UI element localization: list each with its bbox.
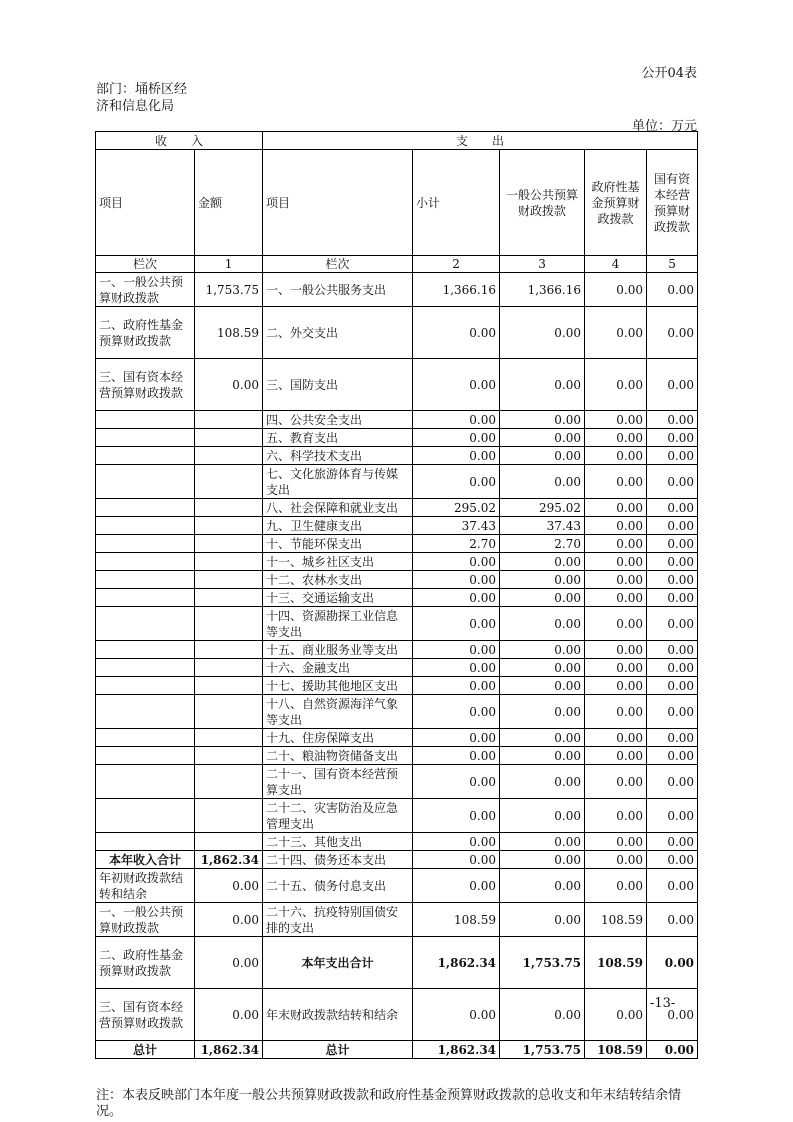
cell-li: 本年收入合计 bbox=[96, 851, 195, 869]
cell-g: 0.00 bbox=[500, 465, 585, 499]
cell-ri: 十四、资源勘探工业信息等支出 bbox=[263, 607, 413, 641]
cell-g: 0.00 bbox=[500, 747, 585, 765]
cell-f: 0.00 bbox=[585, 851, 647, 869]
table-row bbox=[96, 447, 698, 465]
cell-s: 0.00 bbox=[413, 989, 500, 1041]
cell-st: 0.00 bbox=[647, 429, 698, 447]
cell-f: 0.00 bbox=[585, 833, 647, 851]
cell-ri: 本年支出合计 bbox=[263, 937, 413, 989]
cell-la bbox=[195, 517, 263, 535]
cell-la bbox=[195, 535, 263, 553]
cell-f: 0.00 bbox=[585, 359, 647, 411]
cell-la bbox=[195, 607, 263, 641]
cell-f: 108.59 bbox=[585, 903, 647, 937]
table-note: 注：本表反映部门本年度一般公共预算财政拨款和政府性基金预算财政拨款的总收支和年末结转结余情况。 bbox=[96, 1088, 682, 1119]
cell-st: 0.00 bbox=[647, 765, 698, 799]
table-row bbox=[96, 589, 698, 607]
cell-ri: 十六、金融支出 bbox=[263, 659, 413, 677]
cell-g: 0.00 bbox=[500, 989, 585, 1041]
cell-li bbox=[96, 765, 195, 799]
cell-s: 295.02 bbox=[413, 499, 500, 517]
cell-f: 0.00 bbox=[585, 465, 647, 499]
cell-la: 0.00 bbox=[195, 937, 263, 989]
cell-st: 0.00 bbox=[647, 851, 698, 869]
cell-s: 0.00 bbox=[413, 869, 500, 903]
cell-ri: 三、国防支出 bbox=[263, 359, 413, 411]
cell-st: 0.00 bbox=[647, 799, 698, 833]
cell-la bbox=[195, 695, 263, 729]
table-row bbox=[96, 429, 698, 447]
cell-li bbox=[96, 729, 195, 747]
table-row bbox=[96, 869, 698, 903]
cell-f: 0.00 bbox=[585, 677, 647, 695]
cell-la bbox=[195, 465, 263, 499]
cell-f: 0.00 bbox=[585, 641, 647, 659]
cell-s: 0.00 bbox=[413, 465, 500, 499]
cell-la bbox=[195, 499, 263, 517]
table-row bbox=[96, 659, 698, 677]
general-header: 一般公共预算财政拨款 bbox=[500, 150, 585, 256]
cell-ri: 十三、交通运输支出 bbox=[263, 589, 413, 607]
cell-li bbox=[96, 833, 195, 851]
cell-s: 108.59 bbox=[413, 903, 500, 937]
cell-st: 0.00 bbox=[647, 535, 698, 553]
cell-ri: 二十、粮油物资储备支出 bbox=[263, 747, 413, 765]
cell-ri: 二十五、债务付息支出 bbox=[263, 869, 413, 903]
cell-g: 0.00 bbox=[500, 641, 585, 659]
cell-li bbox=[96, 695, 195, 729]
cell-f: 0.00 bbox=[585, 411, 647, 429]
cell-ri: 八、社会保障和就业支出 bbox=[263, 499, 413, 517]
cell-ri: 十一、城乡社区支出 bbox=[263, 553, 413, 571]
table-row bbox=[96, 903, 698, 937]
cell-li: 一、一般公共预算财政拨款 bbox=[96, 903, 195, 937]
cell-li bbox=[96, 589, 195, 607]
cell-ri: 十、节能环保支出 bbox=[263, 535, 413, 553]
table-row bbox=[96, 765, 698, 799]
cell-g: 0.00 bbox=[500, 571, 585, 589]
cell-ri: 十九、住房保障支出 bbox=[263, 729, 413, 747]
table-row bbox=[96, 747, 698, 765]
cell-g: 1,753.75 bbox=[500, 937, 585, 989]
cell-s: 0.00 bbox=[413, 695, 500, 729]
cell-st: 0.00 bbox=[647, 833, 698, 851]
cell-g: 0.00 bbox=[500, 765, 585, 799]
cell-ri: 七、文化旅游体育与传媒支出 bbox=[263, 465, 413, 499]
cell-g: 37.43 bbox=[500, 517, 585, 535]
cell-la bbox=[195, 571, 263, 589]
cell-la: 108.59 bbox=[195, 307, 263, 359]
cell-f: 0.00 bbox=[585, 535, 647, 553]
cell-ri: 年末财政拨款结转和结余 bbox=[263, 989, 413, 1041]
subtotal-header: 小计 bbox=[413, 150, 500, 256]
cell-f: 0.00 bbox=[585, 589, 647, 607]
cell-ri: 二十六、抗疫特别国债安排的支出 bbox=[263, 903, 413, 937]
cell-f: 0.00 bbox=[585, 989, 647, 1041]
cell-g: 0.00 bbox=[500, 307, 585, 359]
cell-la: 1,753.75 bbox=[195, 273, 263, 307]
cell-li: 一、一般公共预算财政拨款 bbox=[96, 273, 195, 307]
cell-st: 0.00 bbox=[647, 273, 698, 307]
cell-f: 0.00 bbox=[585, 607, 647, 641]
item-header: 项目 bbox=[96, 150, 195, 256]
table-row bbox=[96, 989, 698, 1041]
cell-li bbox=[96, 571, 195, 589]
table-row bbox=[96, 695, 698, 729]
cell-g: 1,366.16 bbox=[500, 273, 585, 307]
cell-s: 0.00 bbox=[413, 607, 500, 641]
cell-f: 0.00 bbox=[585, 729, 647, 747]
table-row bbox=[96, 307, 698, 359]
cell-la bbox=[195, 833, 263, 851]
cell-s: 0.00 bbox=[413, 589, 500, 607]
cell-li: 三、国有资本经营预算财政拨款 bbox=[96, 989, 195, 1041]
table-row bbox=[96, 517, 698, 535]
page-number: -13- bbox=[650, 996, 676, 1011]
cell-s: 0.00 bbox=[413, 359, 500, 411]
cell-g: 0.00 bbox=[500, 869, 585, 903]
cell-g: 0.00 bbox=[500, 359, 585, 411]
table-row bbox=[96, 851, 698, 869]
cell-la bbox=[195, 747, 263, 765]
cell-st: 0.00 bbox=[647, 307, 698, 359]
table-row bbox=[96, 411, 698, 429]
cell-la: 1,862.34 bbox=[195, 851, 263, 869]
cell-li: 二、政府性基金预算财政拨款 bbox=[96, 937, 195, 989]
cell-f: 0.00 bbox=[585, 571, 647, 589]
cell-ri: 十八、自然资源海洋气象等支出 bbox=[263, 695, 413, 729]
cell-la: 0.00 bbox=[195, 989, 263, 1041]
cell-ri: 总计 bbox=[263, 1041, 413, 1059]
cell-st: 0.00 bbox=[647, 571, 698, 589]
cell-st: 0.00 bbox=[647, 553, 698, 571]
cell-ri: 二、外交支出 bbox=[263, 307, 413, 359]
cell-ri: 十二、农林水支出 bbox=[263, 571, 413, 589]
cell-st: 0.00 bbox=[647, 729, 698, 747]
cell-f: 0.00 bbox=[585, 307, 647, 359]
cell-s: 1,862.34 bbox=[413, 937, 500, 989]
cell-g: 295.02 bbox=[500, 499, 585, 517]
cell-la bbox=[195, 765, 263, 799]
cell-la: 0.00 bbox=[195, 359, 263, 411]
cell-f: 0.00 bbox=[585, 553, 647, 571]
cell-st: 0.00 bbox=[647, 989, 698, 1041]
table-row bbox=[96, 359, 698, 411]
cell-g: 2.70 bbox=[500, 535, 585, 553]
cell-s: 0.00 bbox=[413, 447, 500, 465]
form-code: 公开04表 bbox=[641, 66, 697, 81]
cell-g: 1,753.75 bbox=[500, 1041, 585, 1059]
cell-s: 0.00 bbox=[413, 799, 500, 833]
table-row bbox=[96, 607, 698, 641]
cell-la bbox=[195, 589, 263, 607]
cell-f: 0.00 bbox=[585, 765, 647, 799]
cell-li bbox=[96, 553, 195, 571]
cell-ri: 二十二、灾害防治及应急管理支出 bbox=[263, 799, 413, 833]
cell-li: 三、国有资本经营预算财政拨款 bbox=[96, 359, 195, 411]
cell-st: 0.00 bbox=[647, 695, 698, 729]
cell-la bbox=[195, 659, 263, 677]
cell-s: 0.00 bbox=[413, 307, 500, 359]
cell-st: 0.00 bbox=[647, 517, 698, 535]
cell-st: 0.00 bbox=[647, 607, 698, 641]
cell-la: 0.00 bbox=[195, 903, 263, 937]
table-row bbox=[96, 937, 698, 989]
table-row bbox=[96, 465, 698, 499]
cell-st: 0.00 bbox=[647, 869, 698, 903]
cell-s: 0.00 bbox=[413, 765, 500, 799]
cell-li bbox=[96, 411, 195, 429]
col-3: 3 bbox=[500, 256, 585, 273]
cell-li bbox=[96, 677, 195, 695]
cell-g: 0.00 bbox=[500, 659, 585, 677]
col-label: 栏次 bbox=[96, 256, 195, 273]
cell-f: 0.00 bbox=[585, 695, 647, 729]
cell-f: 0.00 bbox=[585, 429, 647, 447]
budget-table bbox=[95, 131, 698, 1059]
cell-li bbox=[96, 747, 195, 765]
table-row bbox=[96, 641, 698, 659]
table-row bbox=[96, 499, 698, 517]
cell-li bbox=[96, 535, 195, 553]
table-row bbox=[96, 535, 698, 553]
cell-f: 108.59 bbox=[585, 937, 647, 989]
cell-la: 1,862.34 bbox=[195, 1041, 263, 1059]
cell-st: 0.00 bbox=[647, 1041, 698, 1059]
cell-f: 0.00 bbox=[585, 869, 647, 903]
cell-s: 0.00 bbox=[413, 851, 500, 869]
income-header: 收 入 bbox=[96, 132, 263, 150]
cell-f: 0.00 bbox=[585, 273, 647, 307]
cell-g: 0.00 bbox=[500, 607, 585, 641]
cell-s: 0.00 bbox=[413, 553, 500, 571]
cell-g: 0.00 bbox=[500, 411, 585, 429]
cell-ri: 九、卫生健康支出 bbox=[263, 517, 413, 535]
cell-st: 0.00 bbox=[647, 747, 698, 765]
cell-li bbox=[96, 499, 195, 517]
cell-la bbox=[195, 677, 263, 695]
cell-ri: 二十四、债务还本支出 bbox=[263, 851, 413, 869]
cell-st: 0.00 bbox=[647, 447, 698, 465]
cell-f: 0.00 bbox=[585, 747, 647, 765]
cell-la: 0.00 bbox=[195, 869, 263, 903]
cell-st: 0.00 bbox=[647, 937, 698, 989]
col-2: 2 bbox=[413, 256, 500, 273]
cell-ri: 五、教育支出 bbox=[263, 429, 413, 447]
cell-g: 0.00 bbox=[500, 799, 585, 833]
cell-ri: 一、一般公共服务支出 bbox=[263, 273, 413, 307]
cell-li bbox=[96, 429, 195, 447]
cell-li bbox=[96, 447, 195, 465]
cell-st: 0.00 bbox=[647, 589, 698, 607]
cell-g: 0.00 bbox=[500, 729, 585, 747]
state-header: 国有资本经营预算财政拨款 bbox=[647, 150, 698, 256]
cell-st: 0.00 bbox=[647, 499, 698, 517]
col-4: 4 bbox=[585, 256, 647, 273]
cell-li: 总计 bbox=[96, 1041, 195, 1059]
cell-li bbox=[96, 517, 195, 535]
cell-li bbox=[96, 659, 195, 677]
cell-li bbox=[96, 465, 195, 499]
cell-s: 1,366.16 bbox=[413, 273, 500, 307]
cell-ri: 二十三、其他支出 bbox=[263, 833, 413, 851]
cell-g: 0.00 bbox=[500, 695, 585, 729]
cell-li bbox=[96, 607, 195, 641]
cell-s: 0.00 bbox=[413, 641, 500, 659]
cell-li: 二、政府性基金预算财政拨款 bbox=[96, 307, 195, 359]
cell-li bbox=[96, 641, 195, 659]
cell-st: 0.00 bbox=[647, 659, 698, 677]
fund-header: 政府性基金预算财政拨款 bbox=[585, 150, 647, 256]
department-label: 部门：埇桥区经济和信息化局 bbox=[96, 82, 188, 114]
cell-st: 0.00 bbox=[647, 641, 698, 659]
cell-s: 0.00 bbox=[413, 571, 500, 589]
cell-s: 2.70 bbox=[413, 535, 500, 553]
cell-la bbox=[195, 799, 263, 833]
col-1: 1 bbox=[195, 256, 263, 273]
cell-st: 0.00 bbox=[647, 411, 698, 429]
cell-g: 0.00 bbox=[500, 677, 585, 695]
cell-g: 0.00 bbox=[500, 851, 585, 869]
table-row bbox=[96, 571, 698, 589]
cell-s: 0.00 bbox=[413, 659, 500, 677]
table-row bbox=[96, 677, 698, 695]
cell-ri: 四、公共安全支出 bbox=[263, 411, 413, 429]
cell-f: 108.59 bbox=[585, 1041, 647, 1059]
cell-f: 0.00 bbox=[585, 659, 647, 677]
expenditure-header: 支 出 bbox=[263, 132, 698, 150]
cell-s: 37.43 bbox=[413, 517, 500, 535]
amount-header: 金额 bbox=[195, 150, 263, 256]
cell-la bbox=[195, 447, 263, 465]
cell-ri: 六、科学技术支出 bbox=[263, 447, 413, 465]
cell-ri: 十七、援助其他地区支出 bbox=[263, 677, 413, 695]
cell-la bbox=[195, 553, 263, 571]
cell-f: 0.00 bbox=[585, 517, 647, 535]
cell-g: 0.00 bbox=[500, 903, 585, 937]
cell-s: 0.00 bbox=[413, 677, 500, 695]
cell-s: 0.00 bbox=[413, 833, 500, 851]
cell-s: 0.00 bbox=[413, 747, 500, 765]
cell-s: 1,862.34 bbox=[413, 1041, 500, 1059]
table-row bbox=[96, 273, 698, 307]
cell-st: 0.00 bbox=[647, 359, 698, 411]
cell-st: 0.00 bbox=[647, 465, 698, 499]
cell-ri: 二十一、国有资本经营预算支出 bbox=[263, 765, 413, 799]
cell-f: 0.00 bbox=[585, 499, 647, 517]
cell-f: 0.00 bbox=[585, 447, 647, 465]
cell-s: 0.00 bbox=[413, 411, 500, 429]
table-row bbox=[96, 553, 698, 571]
cell-li bbox=[96, 799, 195, 833]
cell-li: 年初财政拨款结转和结余 bbox=[96, 869, 195, 903]
cell-g: 0.00 bbox=[500, 429, 585, 447]
unit-label: 单位：万元 bbox=[631, 119, 697, 134]
cell-g: 0.00 bbox=[500, 553, 585, 571]
cell-g: 0.00 bbox=[500, 447, 585, 465]
col-label-2: 栏次 bbox=[263, 256, 413, 273]
table-row bbox=[96, 729, 698, 747]
cell-f: 0.00 bbox=[585, 799, 647, 833]
cell-ri: 十五、商业服务业等支出 bbox=[263, 641, 413, 659]
col-5: 5 bbox=[647, 256, 698, 273]
cell-la bbox=[195, 729, 263, 747]
cell-g: 0.00 bbox=[500, 833, 585, 851]
cell-st: 0.00 bbox=[647, 677, 698, 695]
cell-st: 0.00 bbox=[647, 903, 698, 937]
cell-la bbox=[195, 429, 263, 447]
cell-s: 0.00 bbox=[413, 729, 500, 747]
table-row bbox=[96, 1041, 698, 1059]
item2-header: 项目 bbox=[263, 150, 413, 256]
cell-la bbox=[195, 411, 263, 429]
cell-g: 0.00 bbox=[500, 589, 585, 607]
table-row bbox=[96, 833, 698, 851]
cell-s: 0.00 bbox=[413, 429, 500, 447]
cell-la bbox=[195, 641, 263, 659]
table-row bbox=[96, 799, 698, 833]
